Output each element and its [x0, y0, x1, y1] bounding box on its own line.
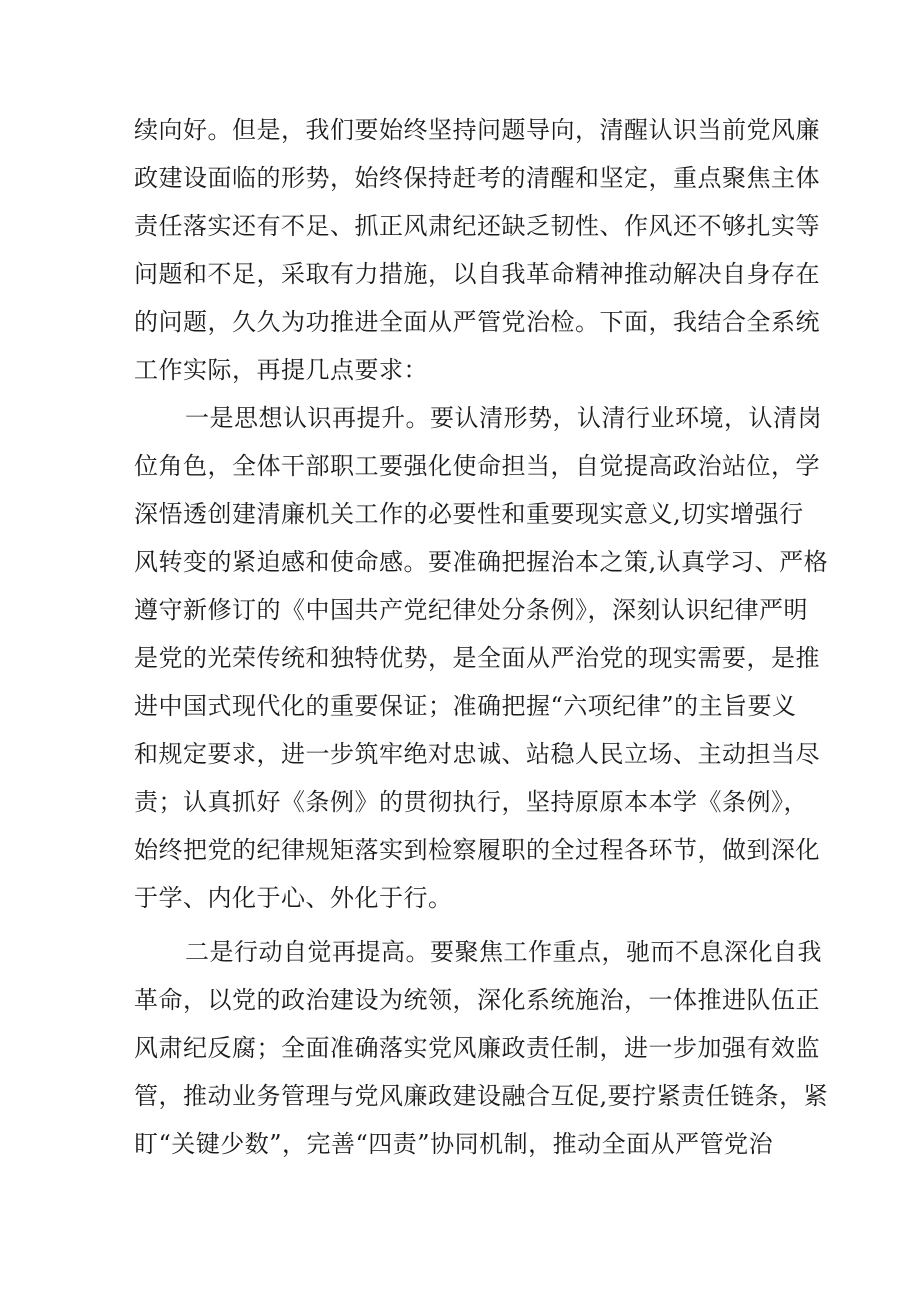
text-line: 的问题，久久为功推进全面从严管党治检。下面，我结合全系统 — [134, 308, 820, 336]
text-line: 进中国式现代化的重要保证；准确把握“六项纪律”的主旨要义 — [134, 692, 797, 720]
text-line: 深悟透创建清廉机关工作的必要性和重要现实意义,切实增强行 — [134, 500, 804, 528]
text-line: 风转变的紧迫感和使命感。要准确把握治本之策,认真学习、严格 — [134, 548, 829, 576]
text-line: 风肃纪反腐；全面准确落实党风廉政责任制，进一步加强有效监 — [134, 1034, 820, 1062]
text-line: 革命，以党的政治建设为统领，深化系统施治，一体推进队伍正 — [134, 986, 820, 1014]
text-line: 工作实际，再提几点要求： — [134, 356, 428, 384]
text-line: 位角色，全体干部职工要强化使命担当，自觉提高政治站位，学 — [134, 452, 820, 480]
text-line: 续向好。但是，我们要始终坚持问题导向，清醒认识当前党风廉 — [134, 116, 820, 144]
text-line: 是党的光荣传统和独特优势，是全面从严治党的现实需要，是推 — [134, 644, 820, 672]
text-line: 盯“关键少数”，完善“四责”协同机制，推动全面从严管党治 — [134, 1130, 774, 1158]
text-line: 于学、内化于心、外化于行。 — [134, 884, 453, 912]
text-line: 遵守新修订的《中国共产党纪律处分条例》，深刻认识纪律严明 — [134, 596, 808, 624]
paragraph-start-line: 二是行动自觉再提高。要聚焦工作重点，驰而不息深化自我 — [185, 938, 822, 966]
text-line: 始终把党的纪律规矩落实到检察履职的全过程各环节，做到深化 — [134, 836, 820, 864]
text-line: 问题和不足，采取有力措施，以自我革命精神推动解决自身存在 — [134, 260, 820, 288]
text-line: 责；认真抓好《条例》的贯彻执行，坚持原原本本学《条例》， — [134, 788, 808, 816]
text-line: 责任落实还有不足、抓正风肃纪还缺乏韧性、作风还不够扎实等 — [134, 212, 820, 240]
text-line: 管，推动业务管理与党风廉政建设融合互促,要拧紧责任链条，紧 — [134, 1082, 829, 1110]
text-line: 和规定要求，进一步筑牢绝对忠诚、站稳人民立场、主动担当尽 — [134, 740, 820, 768]
paragraph-start-line: 一是思想认识再提升。要认清形势，认清行业环境，认清岗 — [185, 404, 822, 432]
text-line: 政建设面临的形势，始终保持赶考的清醒和坚定，重点聚焦主体 — [134, 164, 820, 192]
